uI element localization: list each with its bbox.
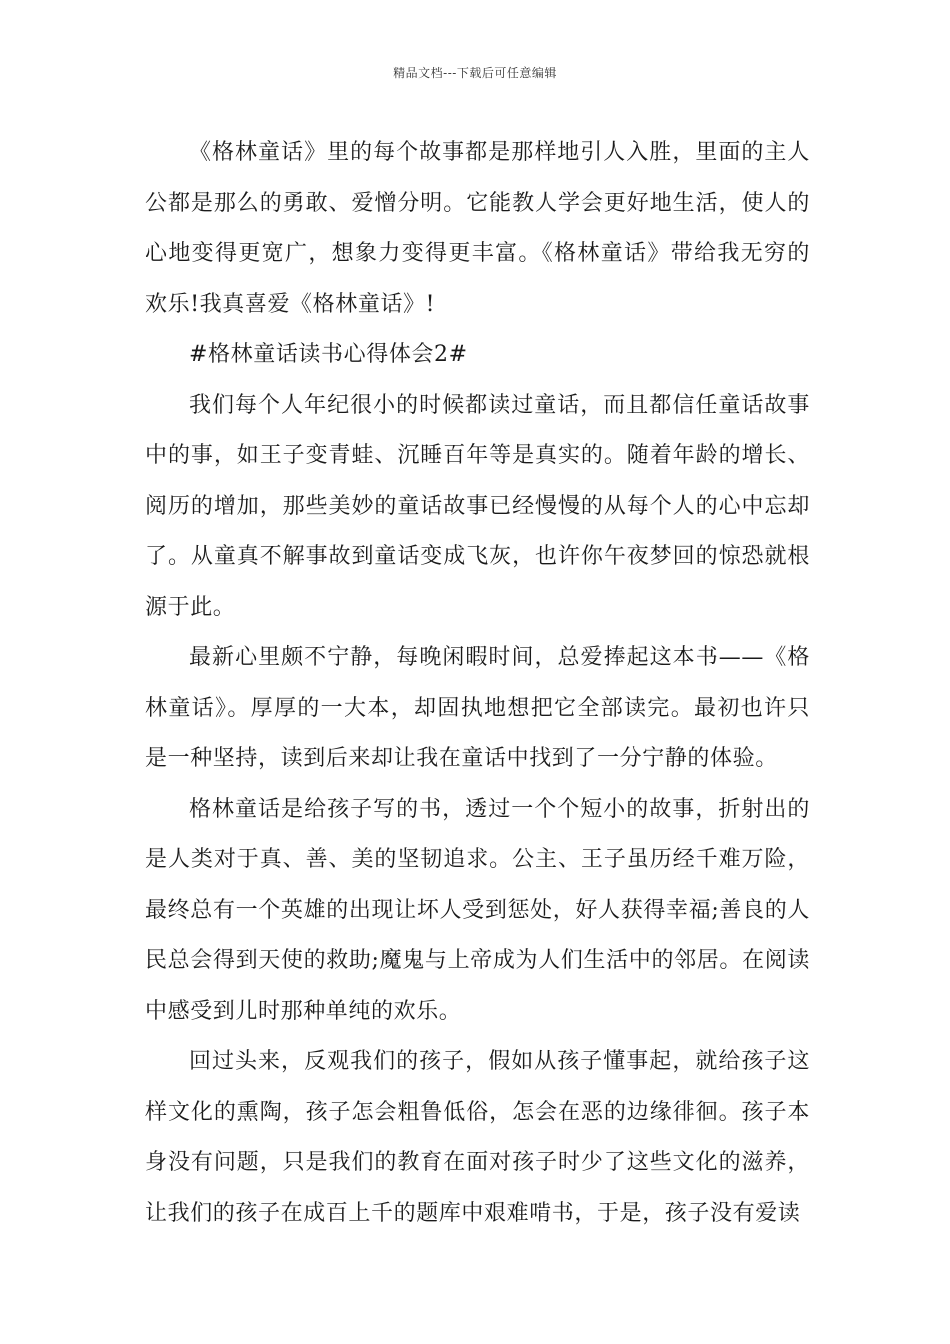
paragraph-values: 格林童话是给孩子写的书，透过一个个短小的故事，折射出的是人类对于真、善、美的坚韧追求。公主、王子虽历经千难万险，最终总有一个英雄的出现让坏人受到惩处，好人获得幸福;善良的人民总会得到天使的救助;魔鬼与上帝成为人们生活中的邻居。在阅读中感受到儿时那种单纯的欢乐。 <box>145 796 810 1024</box>
document-body <box>145 128 810 1239</box>
paragraph-reading: 最新心里颇不宁静，每晚闲暇时间，总爱捧起这本书——《格林童话》。厚厚的一大本，却固执地想把它全部读完。最初也许只是一种坚持，读到后来却让我在童话中找到了一分宁静的体验。 <box>145 645 810 771</box>
section-heading: #格林童话读书心得体会2# <box>189 342 468 367</box>
paragraph-reflection: 回过头来，反观我们的孩子，假如从孩子懂事起，就给孩子这样文化的熏陶，孩子怎会粗鲁低俗，怎会在恶的边缘徘徊。孩子本身没有问题，只是我们的教育在面对孩子时少了这些文化的滋养，让我们的孩子在成百上千的题库中艰难啃书，于是，孩子没有爱读 <box>145 1049 810 1226</box>
paragraph-intro: 《格林童话》里的每个故事都是那样地引人入胜，里面的主人公都是那么的勇敢、爱憎分明。它能教人学会更好地生活，使人的心地变得更宽广，想象力变得更丰富。《格林童话》带给我无穷的欢乐!我真喜爱《格林童话》! <box>145 140 810 317</box>
paragraph-childhood: 我们每个人年纪很小的时候都读过童话，而且都信任童话故事中的事，如王子变青蛙、沉睡百年等是真实的。随着年龄的增长、阅历的增加，那些美妙的童话故事已经慢慢的从每个人的心中忘却了。从童真不解事故到童话变成飞灰，也许你午夜梦回的惊恐就根源于此。 <box>145 392 810 620</box>
page-header: 精品文档---下载后可任意编辑 <box>393 66 557 80</box>
